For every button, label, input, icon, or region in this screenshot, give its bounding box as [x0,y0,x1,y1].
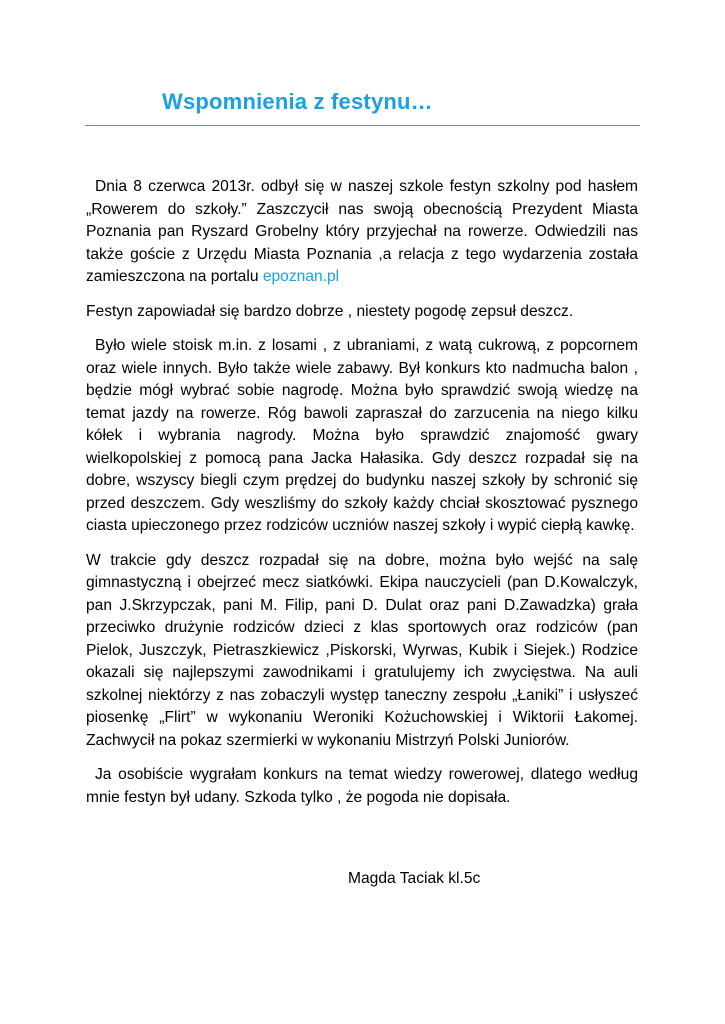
paragraph-conclusion: Ja osobiście wygrałam konkurs na temat wiedzy rowerowej, dlatego według mnie festyn był udany. Szkoda tylko , że pogoda nie dopisała. [86,766,638,806]
epoznan-link[interactable]: epoznan.pl [262,268,340,285]
page-title: Wspomnienia z festynu… [162,89,433,114]
paragraph-volleyball: W trakcie gdy deszcz rozpadał się na dobre, można było wejść na salę gimnastyczną i obejrzeć mecz siatkówki. Ekipa nauczycieli (pan D.Kowalczyk, pan J.Skrzypczak, pani M. Filip, pani D. Dulat oraz pani D.Zawadzka) grała przeciwko drużynie rodziców dzieci z klas sportowych oraz rodziców (pan Pielok, Juszczyk, Pietraszkiewicz ,Piskorski, Wyrwas, Kubik i Siejek.) Rodzice okazali się najlepszymi zawodnikami i gratulujemy ich zwycięstwa. Na auli szkolnej niektórzy z nas zobaczyli występ taneczny zespołu „Łaniki” i usłyszeć piosenkę „Flirt” w wykonaniu Weroniki Kożuchowskiej i Wiktorii Łakomej. Zachwycił na pokaz szermierki w wykonaniu Mistrzyń Polski Juniorów. [86,551,638,749]
paragraph-intro [86,176,638,289]
author-signature: Magda Taciak kl.5c [348,870,481,887]
paragraph-stands: Było wiele stoisk m.in. z losami , z ubraniami, z watą cukrową, z popcornem oraz wiele innych. Było także wiele zabawy. Był konkurs kto nadmucha balon , będzie mógł wybrać sobie nagrodę. Można było sprawdzić swoją wiedzę na temat jazdy na rowerze. Róg bawoli zapraszał do zarzucenia na niego kilku kółek i wybrania nagrody. Można było sprawdzić znajomość gwary wielkopolskiej z pomocą pana Jacka Hałasika. Gdy deszcz rozpadał się na dobre, wszyscy biegli czym prędzej do budynku naszej szkoły by schronić się przed deszczem. Gdy weszliśmy do szkoły każdy chciał skosztować pysznego ciasta upieczonego przez rodziców uczniów naszej szkoły i wypić ciepłą kawkę. [86,337,638,534]
paragraph-weather: Festyn zapowiadał się bardzo dobrze , niestety pogodę zepsuł deszcz. [86,302,574,320]
paragraph-intro-text: Dnia 8 czerwca 2013r. odbył się w naszej szkole festyn szkolny pod hasłem „Rowerem do szkoły.” Zaszczycił nas swoją obecnością Prezydent Miasta Poznania pan Ryszard Grobelny który przyjechał na rowerze. Odwiedzili nas także goście z Urzędu Miasta Poznania ,a relacja z tego wydarzenia została zamieszczona na portalu [86,178,638,285]
article-body [86,176,638,821]
title-underline [85,125,640,126]
